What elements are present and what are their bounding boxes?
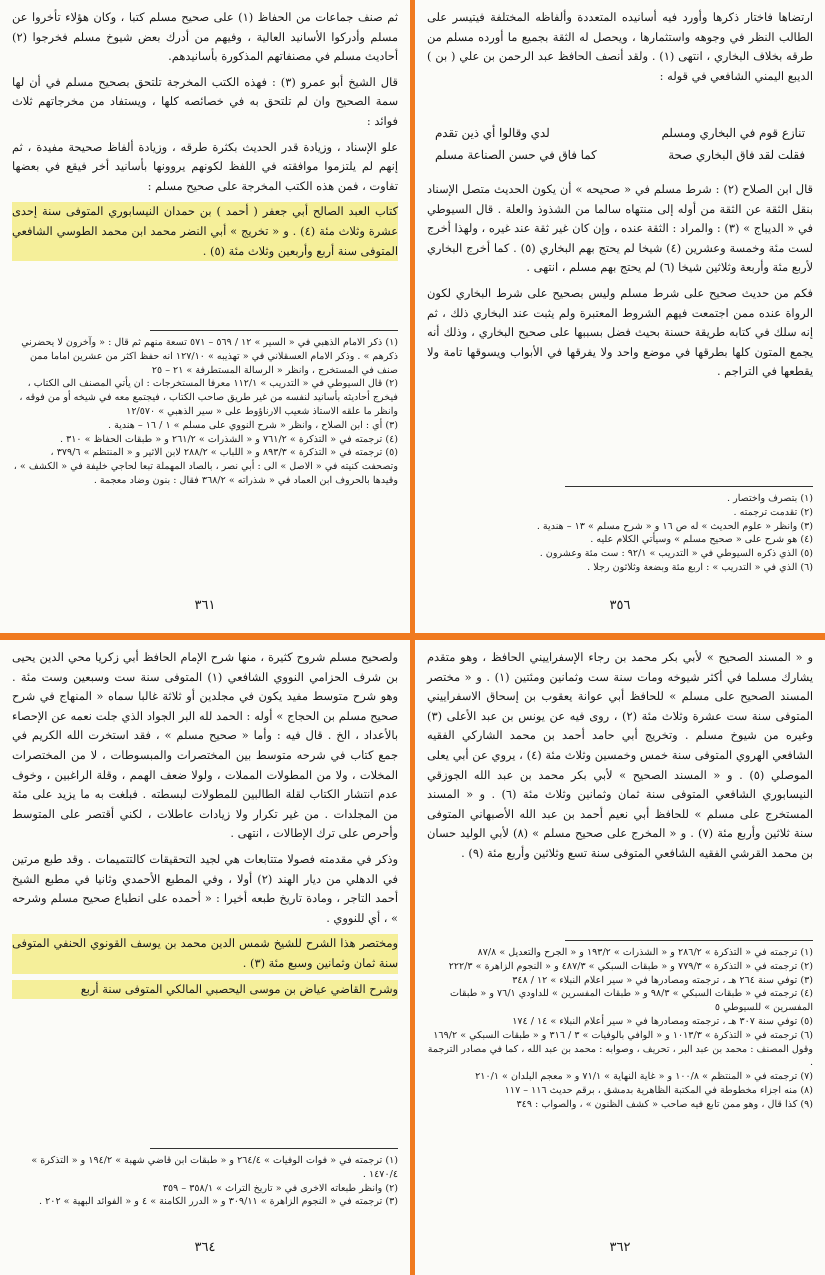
footnote: (٥) توفي سنة ٣٠٧ هـ ، ترجمته ومصادرها في « سير أعلام النبلاء » ١٤ / ١٧٤ [512, 1015, 813, 1027]
footnote: (٢) تقدمت ترجمته . [733, 506, 813, 518]
footnote: (٦) ترجمته في « التذكرة » ١٠١٣/٣ و « الوافي بالوفيات » ٣ / ٣١٦ و « طبقات السبكي » ١٦٩/٢ وقول المصنف : محمد بن عبد البر ، تحريف ، وصوابه : محمد بن عبد الله ، كما في مصادر الترجمة . [427, 1029, 813, 1069]
page-364-footnotes [12, 1154, 398, 1209]
footnote: (١) ترجمته في « فوات الوفيات » ٢٦٤/٤ و « طبقات ابن قاضي شهبة » ١٩٤/٢ و « التذكرة » ١٤٧٠/٤ . [31, 1155, 398, 1180]
hemistich: فقلت لقد فاق البخاري صحة [668, 148, 805, 162]
footnote-divider [565, 940, 813, 941]
paragraph: ثم صنف جماعات من الحفاظ (١) على صحيح مسلم كتبا ، وكان هؤلاء تأخروا عن مسلم وأدركوا الأسانيد العالية ، وفيهم من أدرك بعض شيوخ مسلم فخرجوا (٢) أحاديث مسلم في مصنفاتهم المذكورة بأسانيدهم. [12, 10, 398, 64]
footnote-divider [565, 486, 813, 487]
footnote: (٣) ترجمته في « النجوم الزاهرة » ٣٠٩/١١ و « الدرر الكامنة » ٤ و « الفوائد البهية » ٢٠٢ . [39, 1196, 398, 1208]
footnote: (٦) الذي في « التدريب » : اربع مئة وبضعة وثلاثون رجلا . [587, 561, 813, 573]
hemistich: لدي وقالوا أي ذين تقدم [435, 126, 550, 140]
paragraph: ولصحيح مسلم شروح كثيرة ، منها شرح الإمام الحافظ أبي زكريا محي الدين يحيى بن شرف الحزامي النووي الشافعي (١) المتوفى سنة ست وسبعين وست مئة . وهو شرح متوسط مفيد يكون في مجلدين أو ثلاثة غالبا سماه « المنهاج في شرح صحيح مسلم بن الحجاج » أوله : الحمد لله البر الجواد الذي جلت نعمه عن الإحصاء بالأعداد ، الخ . قال فيه : وأما « صحيح مسلم » ، فقد استخرت الله الكريم في جمع كتاب في شرحه متوسط بين المختصرات والمبسوطات ، لا من المختصرات المخلات ، ولا من المطولات المملات ، ولولا ضعف الهمم ، وقلة الراغبين ، وخوف عدم انتشار الكتاب لقلة الطالبين للمطولات لبسطته . فبلغت به ما يزيد على مئة من المجلدات . من غير تكرار ولا زيادات عاطلات ، لكني أقتصر على المتوسط وأحرص على ترك الإطالات ، انتهى . [12, 650, 398, 841]
footnote: (٤) ترجمته في « طبقات السبكي » ٩٨/٣ و « طبقات المفسرين » للداودي ٧٦/١ و « طبقات المفسرين » للسيوطي ٥ [450, 988, 813, 1014]
page-number: ٣٦٢ [609, 1240, 631, 1255]
paragraph: قال الشيخ أبو عمرو (٣) : فهذه الكتب المخرجة تلتحق بصحيح مسلم في أن لها سمة الصحيح وان لم تلتحق به في خصائصه كلها ، ويستفاد من مخرجاتهم ثلاث فوائد : [12, 74, 398, 128]
paragraph: قال ابن الصلاح (٢) : شرط مسلم في « صحيحه » أن يكون الحديث متصل الإسناد بنقل الثقة عن الثقة من أوله إلى منتهاه سالما من الشذوذ والعلة . قال السيوطي في « الديباج » (٣) : والمراد : الثقة عنده ، وإن كان غير ثقة عند غيره ، ولهذا أخرج لست مئة وخمسة وعشرين (٤) شيخا لم يحتج بهم البخاري (٥) . كما أخرج البخاري لأربع مئة وأربعة وثلاثين شيخا (٦) لم يحتج بهم مسلم ، انتهى . [427, 182, 814, 275]
footnote: (٨) منه اجزاء مخطوطة في المكتبة الظاهرية بدمشق ، برقم حديث ١١٦ – ١١٧ [504, 1084, 813, 1096]
footnote: (٤) ترجمته في « التذكرة » ٧٦١/٢ و « الشذرات » ٢٦١/٢ و « طبقات الحفاظ » ٣١٠ . [59, 433, 398, 445]
footnote: (١) بتصرف واختصار . [727, 493, 813, 504]
page-364-body [12, 648, 398, 1005]
page-364 [0, 640, 410, 1275]
footnote: (٤) هو شرح على « صحيح مسلم » وسيأتي الكلام عليه . [590, 534, 813, 546]
poem [435, 122, 805, 166]
page-356-body-bottom [427, 180, 813, 388]
paragraph: ارتضاها فاختار ذكرها وأورد فيه أسانيده المتعددة وألفاظه المختلفة فيتيسر على الطالب النظر في وجوهه واستثمارها ، ويحصل له الثقة بجميع ما أورده مسلم من طرقه بخلاف البخاري ، انتهى (١) . ولقد أنصف الحافظ عبد الرحمن بن علي ( بن ) الديبع اليمني الشافعي في قوله : [427, 10, 813, 83]
footnote-divider [150, 1148, 398, 1149]
paragraph: وذكر في مقدمته فصولا متتابعات هي لجيد التحقيقات كالتتميمات . وقد طبع مرتين في الدهلي من ديار الهند (٢) أولا ، وفي المطبع الأحمدي وثانيا في مطبع الشيخ أحمد التاجر ، ومادة تاريخ طبعه أخيرا : « أحمده على انطباع صحيح مسلم وشرحه » ، أي للنووي . [12, 851, 398, 925]
footnote: (٢) وانظر طبعاته الاخرى في « تاريخ التراث » ٣٥٨/١ – ٣٥٩ [162, 1182, 398, 1194]
page-362 [415, 640, 825, 1275]
footnote: (١) ترجمته في « التذكرة » ٢٨٦/٢ و « الشذرات » ١٩٣/٢ و « الجرح والتعديل » ٨٧/٨ [477, 947, 813, 958]
page-361-body [12, 8, 398, 267]
page-356-body-top [427, 8, 813, 92]
footnote: (٣) أي : ابن الصلاح ، وانظر « شرح النووي على مسلم » ١ / ١٦ – هندية . [107, 419, 398, 431]
paragraph: وشرح القاضي عياض بن موسى اليحصبي المالكي المتوفى سنة أربع [12, 980, 398, 1000]
paragraph: علو الإسناد ، وزيادة قدر الحديث بكثرة طرقه ، وزيادة ألفاظ صحيحة مفيدة ، ثم إنهم لم يلتزموا موافقته في اللفظ لكونهم يروونها بأسانيد أخر فيقع في بعضها تفاوت ، فمن هذه الكتب المخرجة على صحيح مسلم : [12, 139, 398, 193]
poem-line [435, 144, 805, 166]
page-361-footnotes [12, 336, 398, 488]
footnote: (٧) ترجمته في « المنتظم » ١٠٠/٨ و « غاية النهاية » ٧١/١ و « معجم البلدان » ٢١٠/١ [475, 1071, 813, 1083]
paragraph: ومختصر هذا الشرح للشيخ شمس الدين محمد بن يوسف القونوي الحنفي المتوفى سنة ثمان وثمانين وسبع مئة (٣) . [12, 934, 398, 973]
footnote: (٥) الذي ذكره السيوطي في « التدريب » ٩٢/١ : ست مئة وعشرون . [539, 548, 813, 560]
paragraph: كتاب العبد الصالح أبي جعفر ( أحمد ) بن حمدان النيسابوري المتوفى سنة إحدى عشرة وثلاث مئة (٤) . و « تخريج » أبي النضر محمد ابن محمد الطوسي الشافعي المتوفى سنة أربع وأربعين وثلاث مئة (٥) . [12, 202, 398, 261]
page-362-footnotes [427, 946, 813, 1112]
footnote: (٣) وانظر « علوم الحديث » له ص ١٦ و « شرح مسلم » ١٣ – هندية . [536, 520, 813, 532]
hemistich: تنازع قوم في البخاري ومسلم [661, 126, 805, 140]
footnote: (١) ذكر الامام الذهبي في « السير » ١٢ / ٥٦٩ – ٥٧١ تسعة منهم ثم قال : « وآخرون لا يحضرني ذكرهم » . وذكر الامام العسقلاني في « تهذيبه » ١٢٧/١٠ انه حفظ اكثر من عشرين اماما ممن صنف في المستخرج ، وانظر « الرسالة المستطرفة » ٢١ – ٢٥ [21, 337, 398, 376]
page-number: ٣٦١ [194, 598, 216, 613]
page-361 [0, 0, 410, 633]
footnote: (٩) كذا قال ، وهو ممن تابع فيه صاحب « كشف الظنون » ، والصواب : ٣٤٩ [516, 1098, 813, 1110]
footnote: (٢) قال السيوطي في « التدريب » ١١٢/١ معرفا المستخرجات : ان يأتي المصنف الى الكتاب ، فيخرج أحاديثه بأسانيد لنفسه من غير طريق صاحب الكتاب ، فيجتمع معه في شيخه أو من فوقه ، وانظر ما علقه الاستاذ شعيب الارناؤوط على « سير الذهبي » ١٢/٥٧٠ [19, 378, 398, 417]
page-356 [415, 0, 825, 633]
page-number: ٣٥٦ [609, 598, 631, 613]
footnote: (٣) توفي سنة ٢٦٤ هـ ، ترجمته ومصادرها في « سير اعلام النبلاء » ١٢ / ٣٤٨ [512, 974, 813, 986]
page-number: ٣٦٤ [194, 1240, 216, 1255]
page-362-body [427, 648, 813, 870]
footnote: (٥) ترجمته في « التذكرة » ٨٩٣/٣ و « اللباب » ٢٨٨/٢ لابن الاثير و « المنتظم » ٣٧٩/٦ ، وتصحفت كنيته في « الاصل » الى : أبي نصر ، بالصاد المهملة تبعا لحاجي خليفة في « الكشف » ، وقيدها بالحروف ابن العماد في « شذراته » ٣٦٨/٢ فقال : بنون وضاد معجمة . [13, 447, 398, 486]
hemistich: كما فاق في حسن الصناعة مسلم [435, 148, 597, 162]
footnote-divider [150, 330, 398, 331]
footnote: (٢) ترجمته في « التذكرة » ٧٧٩/٣ و « طبقات السبكي » ٤٨٧/٣ و « النجوم الزاهرة » ٢٢٢/٣ [448, 960, 813, 972]
paragraph: فكم من حديث صحيح على شرط مسلم وليس بصحيح على شرط البخاري لكون الرواة عنده ممن اجتمعت فيهم الشروط المعتبرة ولم يثبت عند البخاري ذلك ، ثم إنه سلك في كتابه طريقة حسنة بحيث فضل بسببها على صحيح البخاري ، وذلك أنه يجمع المتون كلها بطرقها في موضع واحد ولا يفرقها في الأبواب ويسوقها تامة ولا يقطعها في التراجم . [427, 285, 813, 379]
paragraph: و « المسند الصحيح » لأبي بكر محمد بن رجاء الإسفراييني الحافظ ، وهو متقدم يشارك مسلما في أكثر شيوخه ومات سنة ست وثمانين ومئتين (١) . و « مختصر المسند الصحيح على مسلم » للحافظ أبي عوانة يعقوب بن إسحاق الاسفراييني المتوفى سنة ست عشرة وثلاث مئة (٢) ، روى فيه عن يونس بن عبد الأعلى (٣) وغيره من شيوخ مسلم . وتخريج أبي حامد أحمد بن محمد الشاركي الفقيه الشافعي الهروي المتوفى سنة خمس وخمسين وثلاث مئة (٤) ، يروي عن أبي يعلى الموصلي (٥) . و « المسند الصحيح » لأبي بكر محمد بن عبد الله الجوزقي النيسابوري الشافعي المتوفى سنة ثمان وثمانين وثلاث مئة (٦) . و « المسند المستخرج على مسلم » للحافظ أبي نعيم أحمد بن عبد الله الأصبهاني المتوفى سنة ثلاثين وأربع مئة (٧) . و « المخرج على صحيح مسلم » (٨) لأبي الوليد حسان بن محمد القرشي الفقيه الشافعي المتوفى سنة تسع وثلاثين وأربع مئة (٩) . [427, 650, 813, 860]
page-356-footnotes [427, 492, 813, 575]
poem-line [435, 122, 805, 144]
